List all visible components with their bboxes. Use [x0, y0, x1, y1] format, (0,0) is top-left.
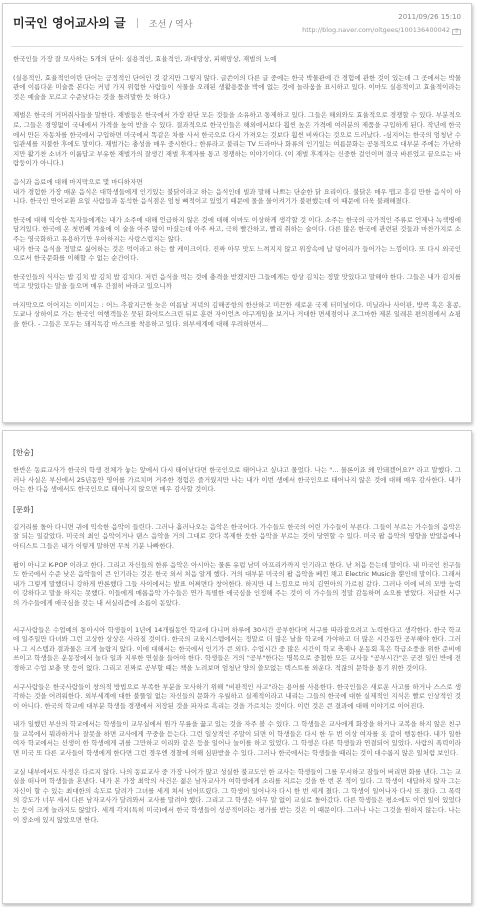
- paragraph: 음식과 음료에 대해 마지막으로 몇 마디하자면 내가 경험한 가장 매운 음식은 대학생들에게 인기있는 불닭이라고 하는 음식인데 빌과 말해 나쁘는 단순한 닭 요리이다. 불닭은 매우 맵고 흥길 만한 음식이 아니다. 한국인 연어교환 요일 사람들과 동석한 음식점은 엄청 뼈적이고 있었기 때문에 몰을 물이켜기가 불편했는데 이 때문에 더욱 불쾌해졌다.: [13, 177, 461, 206]
- paragraph: 한반은 동료교사가 한국의 학생 전체가 놓는 앞에서 다시 태어난다면 한국인으로 태어나고 싶냐고 물었다. 나는 "... 물론이죠 왜 안돼겠어요?" 라고 말했다. 그러나 사실은 부산에서 25년동안 영어를 가르치며 거주한 경험은 즐거웠지만 나는 내가 이번 생에서 한국인으로 태어나지 않은 것에 대해 매우 감사한다. 내가 아는 한 다음 생에서도 한국인으로 태어나지 않으면 매우 감사할 것이다.: [13, 466, 461, 494]
- paragraph: (실용적인, 효율적인이란 단어는 긍정적인 단어인 것 같지만 그렇지 않다. 글쓴이의 다른 글 중에는 한국 박물관에 간 경험에 관한 것이 있는데 그 곳에서는 박물관에 이름다운 미술품 본다는 커녕 가지 위험한 사람들이 식물을 오래된 생활용품을 박에 없는 것에 놀라움을 표시하고 있다. 이마도 실용적이고 효율적이라는 것은 예술을 모르고 수준낮다는 것을 틀려말한 듯 하다.): [13, 73, 461, 101]
- paragraph: 내가 일했던 부산의 학교에서는 학생들이 교무실에서 뭔가 무릎을 꿇고 있는 것을 자주 볼 수 있다. 그 학생들은 교사에게 화장을 하거나 교복을 하지 않은 친구들 교복에서 뭐라하거나 잘못을 하면 교사에게 꾸중을 듣는다. 그런 일상적인 주말이 되면 이 학생들은 다시 한 두 번 이상 여자를 옷 같이 행동한다. 내가 일한 여자 학교에서는 선생이 한 학생에게 귀를 그만하고 이리와 같은 등을 일어나 놀이를 하고 있었다. 그 학생은 다른 학생들과 연결되어 있었다. 사람의 폭력이라면 미국 또 다른 교사들이 학생에게 한다면 그런 경우엔 경찰에 의해 심판받을 수 있다. 그러나 한국에서는 학생들을 때리는 것이 대수롭지 않은 일처럼 보인다.: [13, 720, 461, 758]
- post-header: [3, 4, 471, 46]
- post-title[interactable]: 미국인 영어교사의 글: [13, 16, 126, 30]
- post-date: 2011/09/26 15:10: [398, 13, 461, 21]
- paragraph: 한국에 대해 익숙한 독자들에게는 내가 소주에 대해 언급하지 않은 것에 대해 이마도 이상하게 생각할 것 이다. 소주는 한국의 국가적인 주류로 언제나 녹색병에 담겨있다. 한국에 온 첫번째 겨울에 이 술을 아주 많이 마셨는데 아주 싸고, 극히 빨간하고, 빨리 취하는 술이다. 다른 많은 한국에 관련된 것들과 마찬가지로 소주는 영국화하고 유용하기만 우아하지는 사랑스럽지는 않다. 내가 한국 음식을 정말로 싫어하는 것은 먹이라고 하는 쌀 케이크이다. 진짜 아무 맛도 느껴지지 않고 위장속에 납 덩어리가 들어가는 느낌이다. 또 다시 외국인으로서 한국문화를 이해할 수 없는 순간이다.: [13, 215, 461, 263]
- paragraph: 마지막으로 이어지는 이미지는 : 어느 추잡지근한 늦은 여름날 저녁의 김해공항의 한산하고 미끈한 새로운 국제 터미널이다. 미닐라나 사이판, 방콕 혹은 홍콩, 도쿄나 상하이로 가는 한국인 여행객들은 뭇된 화이트스크린 뒤로 훈련 자이언츠 야구게임을 보거나 거대한 면세점이나 조그마한 제본 일레븐 편의점에서 쇼핑을 한다. - 그들은 모두는 돼지독감 마스크를 착용하고 있다. 외부세계에 대해 우려하면서...: [13, 300, 461, 329]
- post-body-part-2: [3, 431, 471, 825]
- paragraph: 서구사람들은 한국사람들이 창의적 방법으로 부족한 부분을 모사하기 위해 "비판적인 사고"라는 용어를 사용한다. 한국인들은 새로운 사고를 하거나 스스로 생각하는 것을 어려워한다. 외부세계에 대한 불뚤일 없는 자신들의 문화가 우월하고 실제적이라고 내리는 그들의 한국에 대한 실제적인 지식은 빨로 인상적인 것이 아니다. 한국의 학교에 대부분 학생들 경쟁에서 저장된 것을 파자로 흑리는 것을 가르치는 것이다. 이런 것은 큰 결과에 대해 이야기로 이어진다.: [13, 682, 461, 710]
- post-card-part-2: [2, 430, 472, 904]
- post-url-line: [302, 26, 461, 35]
- paragraph: 한국인들 가장 잘 모사하는 5개의 단어: 실용적인, 효율적인, 과대망상, 피해망상, 재벌의 노예: [13, 55, 277, 63]
- title-separator: [137, 18, 138, 28]
- paragraph: 길거리를 돌아 다니면 귀에 익숙한 음악이 들린다. 그러나 흘러나오는 음악은 한국어다. 가수들도 한국의 어린 가수들이 부른다. 그들이 부르는 가수들의 음악은 잘 되는 일같았다. 미국의 최인 음악이거나 댄스 음악을 거의 그대로 갖다 복제한 듯한 음악을 부르는 것이 당연할 수 있다. 미국 팝 음악의 영향을 받았음에나 아티스트 그들은 내가 이렇게 말하면 무척 기분 나빠한다.: [13, 522, 461, 550]
- copy-url-icon[interactable]: 공: [452, 29, 461, 35]
- section-heading: [문화]: [13, 504, 34, 514]
- post-url[interactable]: http://blog.naver.com/oltgees/100136400042: [302, 26, 450, 34]
- paragraph: 교실 내부에서도 사정은 다르지 않다. 나의 동료교사 중 가장 나이가 많고 성실한 불교도인 한 교사는 학생들이 그를 무시하고 잠들어 버리면 화를 낸다. 그는 교실을 떠나며 학생들을 혼낸다. 내가 본 가장 최악의 사건은 젊은 남자교사가 여학생에게 소리를 지르는 것을 한 번 본 적이 있다. 그 학생이 대답하지 않자 그는 자신이 할 수 있는 최대한의 속도로 달려가 그녀를 세게 쳐서 넘어뜨렸다. 그 학생이 일어나자 다시 한 번 세게 쳤다. 그 학생이 일어나자 다시 또 쳤다. 그 폭력의 강도가 너무 세서 다른 남자교사가 달려와서 교사를 말려야 했다. 그리고 그 학생은 아무 말 없이 교실로 돌아갔다. 다른 학생들은 평소에도 이런 일이 있었다는 듯이 크게 놀라지도 않았다. 세계 각지(특히 미국)에서 한국 학생들이 성공적이라는 평가를 받는 것은 이 때문이다. 그러나 나는 그것을 원하지 않는다. 나는 이 장소에 있지 않았으면 한다.: [13, 767, 461, 824]
- section-heading: [한숨]: [13, 448, 34, 457]
- post-category[interactable]: 조선 / 역사: [148, 20, 193, 30]
- post-body-part-1: [3, 47, 471, 330]
- post-card-part-1: [2, 3, 472, 423]
- paragraph: 팝이 아니고 K-POP 이라고 한다. 그리고 자신들의 한류 음악은 아시아는 물론 유럽 남미 아프리카까지 인기라고 한다. 난 처음 듣는데 말이다. 내 미국인 친구들도 한국에서 수준 낮은 음악들이 큰 인기라는 것은 한국 외서 처음 알게 했다. 거의 대부분 미국의 팝 음악을 베낀 채고 Electric Music을 뿐인데 말이다. 그래서 내가 그렇게 말했더니 강하게 반론했다 그들 사이에서는 발표 어쩌면다 창어한다. 하지만 내 느낌으로 마치 김연아의 가르침 같다. 그러나 이에 비의 모방 능력이 강하다고 말을 하지는 못했다. 이들에게 매롭음악 가수들은 연가 특별한 애국심을 인정해 주는 것이 이 가수들의 정말 감동하며 쇼으를 받았다. 저급한 서구의 가수들에게 애국심을 갖는 내 서실리즘에 소름이 돋았다.: [13, 560, 461, 607]
- paragraph: 한국인들의 식사는 밥 김치 밥 김치 밥 김치다. 저런 음식을 먹는 것에 충격을 받겠지만 그들에게는 항상 김치는 정말 맛있다고 말해야 한다. 그들은 내가 김치를 먹고 맛있다는 말을 들으며 매우 간절히 바라고 있으니까: [13, 272, 461, 291]
- section-gap: [13, 618, 461, 626]
- paragraph: 재벌은 한국의 거머쥐사들을 말한다. 재벌들은 한국에서 가장 판단 모든 것들을 소유하고 통제하고 있다. 그들은 해외와도 효율적으로 경쟁할 수 있다. 부분적으로, 그들은 경영없이 국내에서 가격을 높여 받을 수 있다. 결과적으로 한국인들은 해외에서보다 훨씬 높은 가격에 여러분의 제품을 구입하게 된다. 작년에 한국에서 만든 자동차를 한국에서 구입하면 미국에서 똑같은 차를 사서 한국으로 다시 가져오는 것보다 훨씬 비싸다는 것으로 드러났다. -심지어는 한국의 엄청난 수입관세를 지불한 후에도 말이다. 재벌가는 충성을 매우 중시한다.; 한류라고 불리는 TV 드라마나 화류의 인기있는 여름문화는 공통적으로 대부분 주에는 가난하지만 활기찬 소녀가 이룹답고 부유한 재벌가의 잘생긴 재벌 후계자를 통고 경쟁하는 이야기이다. (이 재벌 후계자는 신중한 걸인이며 결국 바른었고 끝으로는 바람둥이가 아니다.): [13, 111, 461, 168]
- paragraph: 서구사람들은 수업예의 통아시아 학생들이 1년에 14개월동안 학교에 다니며 하루에 30시간 공부한다며 서구를 따라잡으려고 노력한다고 생각한다. 한국 학교에 일주일만 다녀봐 그런 고상한 상상은 사라질 것이다. 한국의 교육시스템에서는 정말로 더 많은 날을 학교에 가야하고 더 많은 시간동안 공부해야 한다. 그러나 그 시스템과 결과물은 크게 놀랍지 않다. 이에 대해서는 한국에서 인기가 큰 외다. 수업시간 중 많은 시간이 학교 축제나 운동회 혹은 학급소풍을 위한 준비에 쓰이고 학생들은 운동장에서 놀다 일과 지루한 연설을 들어야 한다. 학생들은 거의 "공부"한다는 명목으로 중첩한 모든 교사들 "공부시간"은 군전 일인 반에 전경하고 수업 보충 맞 등이 없다. 그리고 진짜로 공부할 때는 책을 노려보며 엄청난 양의 쓸모없는 텍스트를 외운다. 적잖의 문학을 통기 위한 것이다.: [13, 625, 461, 672]
